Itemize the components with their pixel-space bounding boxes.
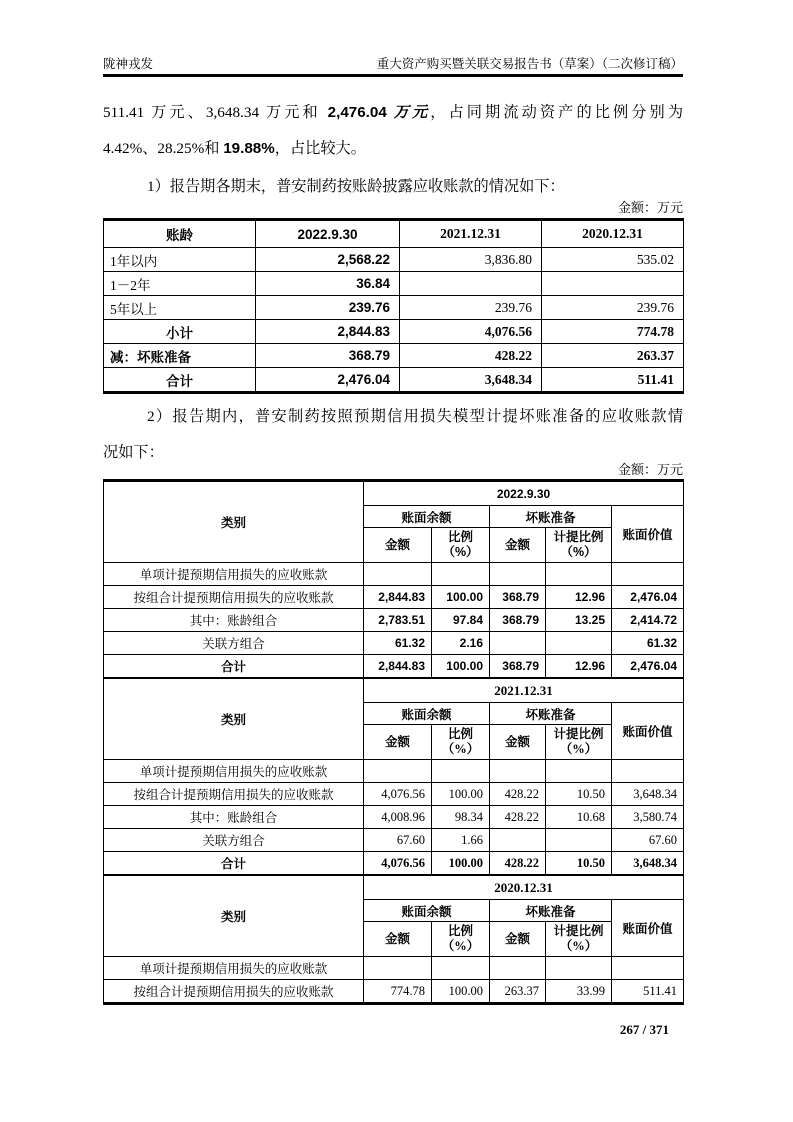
cell-value: 2,844.83 <box>256 320 400 344</box>
cell-value <box>364 760 432 783</box>
cell-value: 2,783.51 <box>364 609 432 632</box>
row-label: 关联方组合 <box>104 829 364 852</box>
cell-value: 263.37 <box>542 344 684 368</box>
header-doc-title: 重大资产购买暨关联交易报告书（草案）（二次修订稿） <box>376 57 683 71</box>
cell-value: 535.02 <box>542 248 684 272</box>
cell-value: 100.00 <box>432 783 490 806</box>
table-row <box>104 852 684 876</box>
cell-value: 774.78 <box>364 980 432 1004</box>
cell-value: 4,076.56 <box>400 320 542 344</box>
cell-value: 67.60 <box>612 829 684 852</box>
ratio-header-line1: 比例 <box>447 727 473 741</box>
provision-header-line1: 计提比例 <box>553 727 604 741</box>
cell-value: 3,648.34 <box>612 783 684 806</box>
provision-header-line2: （%） <box>559 939 598 953</box>
aging-table <box>103 218 684 394</box>
cell-value <box>490 563 546 586</box>
cell-value: 10.50 <box>546 852 612 876</box>
table-row <box>104 609 684 632</box>
provision-ratio-header <box>546 725 612 760</box>
table-row <box>104 586 684 609</box>
row-label: 关联方组合 <box>104 632 364 655</box>
cell-value: 428.22 <box>400 344 542 368</box>
cell-value <box>546 632 612 655</box>
cell-value: 2.16 <box>432 632 490 655</box>
cell-value: 239.76 <box>256 296 400 320</box>
amount-header: 金额 <box>490 528 546 563</box>
cell-value: 2,568.22 <box>256 248 400 272</box>
row-label: 其中：账龄组合 <box>104 609 364 632</box>
ratio-header <box>432 922 490 957</box>
balance-group-header: 账面余额 <box>364 703 490 725</box>
table-section-2021.12.31 <box>104 678 684 875</box>
cell-value <box>432 957 490 980</box>
paragraph-text: 511.41 万元、3,648.34 万元和 <box>103 104 328 121</box>
ratio-header-line2: （%） <box>441 742 480 756</box>
amount-header: 金额 <box>364 922 432 957</box>
section-header-row <box>104 875 684 900</box>
cell-value <box>490 957 546 980</box>
amount-header: 金额 <box>364 725 432 760</box>
ratio-header <box>432 528 490 563</box>
cell-value <box>490 829 546 852</box>
ratio-header <box>432 725 490 760</box>
bad-debt-group-header: 坏账准备 <box>490 703 612 725</box>
row-label: 按组合计提预期信用损失的应收账款 <box>104 980 364 1004</box>
ecl-table <box>103 479 684 1005</box>
paragraph-text: ，占比较大。 <box>274 140 366 157</box>
cell-value: 774.78 <box>542 320 684 344</box>
table-section-2020.12.31 <box>104 875 684 1004</box>
paragraph-text: ，占同期流动资产的比例分别为 <box>430 104 684 121</box>
ratio-header-line1: 比例 <box>447 530 473 544</box>
bad-debt-group-header: 坏账准备 <box>490 900 612 922</box>
cell-value: 428.22 <box>490 852 546 876</box>
cell-value: 61.32 <box>612 632 684 655</box>
cell-value <box>432 563 490 586</box>
cell-value: 4,008.96 <box>364 806 432 829</box>
emphasized-percentage: 19.88% <box>223 140 275 157</box>
table-row <box>104 344 684 368</box>
cell-value <box>546 563 612 586</box>
table-row <box>104 368 684 393</box>
cell-value: 12.96 <box>546 655 612 679</box>
cell-value: 368.79 <box>490 586 546 609</box>
cell-value: 3,836.80 <box>400 248 542 272</box>
row-label: 按组合计提预期信用损失的应收账款 <box>104 586 364 609</box>
row-label: 按组合计提预期信用损失的应收账款 <box>104 783 364 806</box>
column-header: 2021.12.31 <box>400 220 542 248</box>
section-header-row <box>104 678 684 703</box>
balance-group-header: 账面余额 <box>364 506 490 528</box>
emphasized-unit: 万元 <box>386 104 431 121</box>
ratio-header-line2: （%） <box>441 939 480 953</box>
cell-value: 100.00 <box>432 980 490 1004</box>
cell-value: 2,844.83 <box>364 586 432 609</box>
balance-group-header: 账面余额 <box>364 900 490 922</box>
cell-value <box>612 760 684 783</box>
row-label: 5年以上 <box>104 296 256 320</box>
provision-header-line2: （%） <box>559 742 598 756</box>
period-header: 2021.12.31 <box>364 678 684 703</box>
bad-debt-group-header: 坏账准备 <box>490 506 612 528</box>
column-header: 账龄 <box>104 220 256 248</box>
row-label: 单项计提预期信用损失的应收账款 <box>104 563 364 586</box>
row-label: 合计 <box>104 655 364 679</box>
cell-value <box>546 957 612 980</box>
cell-value: 98.34 <box>432 806 490 829</box>
table-row <box>104 320 684 344</box>
unit-label-1: 金额：万元 <box>617 200 683 215</box>
table-row <box>104 783 684 806</box>
cell-value: 97.84 <box>432 609 490 632</box>
unit-label-2: 金额：万元 <box>617 462 683 477</box>
cell-value <box>542 272 684 296</box>
cell-value: 3,580.74 <box>612 806 684 829</box>
cell-value: 368.79 <box>490 609 546 632</box>
cell-value: 12.96 <box>546 586 612 609</box>
cell-value: 100.00 <box>432 586 490 609</box>
header-company: 陇神戎发 <box>103 57 154 71</box>
table-row <box>104 248 684 272</box>
book-value-header: 账面价值 <box>612 506 684 563</box>
table-row <box>104 806 684 829</box>
table-row <box>104 957 684 980</box>
cell-value <box>364 563 432 586</box>
row-label: 其中：账龄组合 <box>104 806 364 829</box>
cell-value: 36.84 <box>256 272 400 296</box>
cell-value <box>546 760 612 783</box>
provision-header-line1: 计提比例 <box>553 924 604 938</box>
cell-value: 67.60 <box>364 829 432 852</box>
table-row <box>104 296 684 320</box>
provision-ratio-header <box>546 922 612 957</box>
cell-value: 263.37 <box>490 980 546 1004</box>
provision-ratio-header <box>546 528 612 563</box>
ratio-header-line2: （%） <box>442 545 479 559</box>
cell-value: 2,414.72 <box>612 609 684 632</box>
period-header: 2022.9.30 <box>364 481 684 506</box>
amount-header: 金额 <box>364 528 432 563</box>
page-header <box>103 54 683 72</box>
period-header: 2020.12.31 <box>364 875 684 900</box>
cell-value: 100.00 <box>432 852 490 876</box>
cell-value <box>612 563 684 586</box>
cell-value <box>364 957 432 980</box>
cell-value: 2,476.04 <box>612 586 684 609</box>
table-row <box>104 272 684 296</box>
ratio-header-line1: 比例 <box>447 924 473 938</box>
table-header-row <box>104 220 684 248</box>
cell-value: 10.68 <box>546 806 612 829</box>
cell-value: 428.22 <box>490 806 546 829</box>
row-label: 合计 <box>104 852 364 876</box>
body-paragraph-line2 <box>103 138 683 160</box>
cell-value: 2,844.83 <box>364 655 432 679</box>
cell-value: 368.79 <box>490 655 546 679</box>
book-value-header: 账面价值 <box>612 703 684 760</box>
header-rule <box>103 74 683 77</box>
category-header: 类别 <box>104 678 364 760</box>
cell-value: 1.66 <box>432 829 490 852</box>
table-row <box>104 980 684 1004</box>
cell-value: 13.25 <box>546 609 612 632</box>
row-label: 1－2年 <box>104 272 256 296</box>
cell-value: 3,648.34 <box>400 368 542 393</box>
row-label: 减：坏账准备 <box>104 344 256 368</box>
amount-header: 金额 <box>490 725 546 760</box>
cell-value: 239.76 <box>542 296 684 320</box>
row-label: 单项计提预期信用损失的应收账款 <box>104 760 364 783</box>
section-header-row <box>104 481 684 506</box>
emphasized-amount: 2,476.04 <box>327 104 387 121</box>
cell-value: 368.79 <box>256 344 400 368</box>
paragraph-text: 4.42%、28.25%和 <box>103 140 224 157</box>
cell-value: 10.50 <box>546 783 612 806</box>
cell-value: 61.32 <box>364 632 432 655</box>
table-row <box>104 829 684 852</box>
table-row <box>104 655 684 679</box>
row-label: 单项计提预期信用损失的应收账款 <box>104 957 364 980</box>
list-item-2-line1: 2）报告期内，普安制药按照预期信用损失模型计提坏账准备的应收账款情 <box>147 408 683 425</box>
category-header: 类别 <box>104 481 364 563</box>
cell-value: 428.22 <box>490 783 546 806</box>
list-item-2-line2: 况如下： <box>103 444 164 461</box>
column-header: 2020.12.31 <box>542 220 684 248</box>
table-row <box>104 760 684 783</box>
cell-value <box>400 272 542 296</box>
amount-header: 金额 <box>490 922 546 957</box>
cell-value: 2,476.04 <box>256 368 400 393</box>
cell-value <box>490 632 546 655</box>
cell-value: 3,648.34 <box>612 852 684 876</box>
cell-value: 100.00 <box>432 655 490 679</box>
cell-value: 2,476.04 <box>612 655 684 679</box>
cell-value <box>432 760 490 783</box>
aging-table-container <box>103 218 683 394</box>
provision-header-line1: 计提比例 <box>553 530 604 544</box>
cell-value <box>546 829 612 852</box>
cell-value <box>490 760 546 783</box>
column-header: 2022.9.30 <box>256 220 400 248</box>
table-row <box>104 632 684 655</box>
cell-value: 511.41 <box>612 980 684 1004</box>
row-label: 1年以内 <box>104 248 256 272</box>
cell-value: 4,076.56 <box>364 852 432 876</box>
cell-value <box>612 957 684 980</box>
cell-value: 239.76 <box>400 296 542 320</box>
cell-value: 33.99 <box>546 980 612 1004</box>
row-label: 小计 <box>104 320 256 344</box>
category-header: 类别 <box>104 875 364 957</box>
table-section-2022.9.30 <box>104 481 684 679</box>
provision-header-line2: （%） <box>560 545 597 559</box>
cell-value: 4,076.56 <box>364 783 432 806</box>
row-label: 合计 <box>104 368 256 393</box>
book-value-header: 账面价值 <box>612 900 684 957</box>
ecl-table-container <box>103 479 683 1005</box>
page-number: 267 / 371 <box>619 1022 669 1037</box>
table-row <box>104 563 684 586</box>
body-paragraph-line1 <box>103 102 683 124</box>
list-item-1: 1）报告期各期末，普安制药按账龄披露应收账款的情况如下： <box>147 178 565 195</box>
cell-value: 511.41 <box>542 368 684 393</box>
